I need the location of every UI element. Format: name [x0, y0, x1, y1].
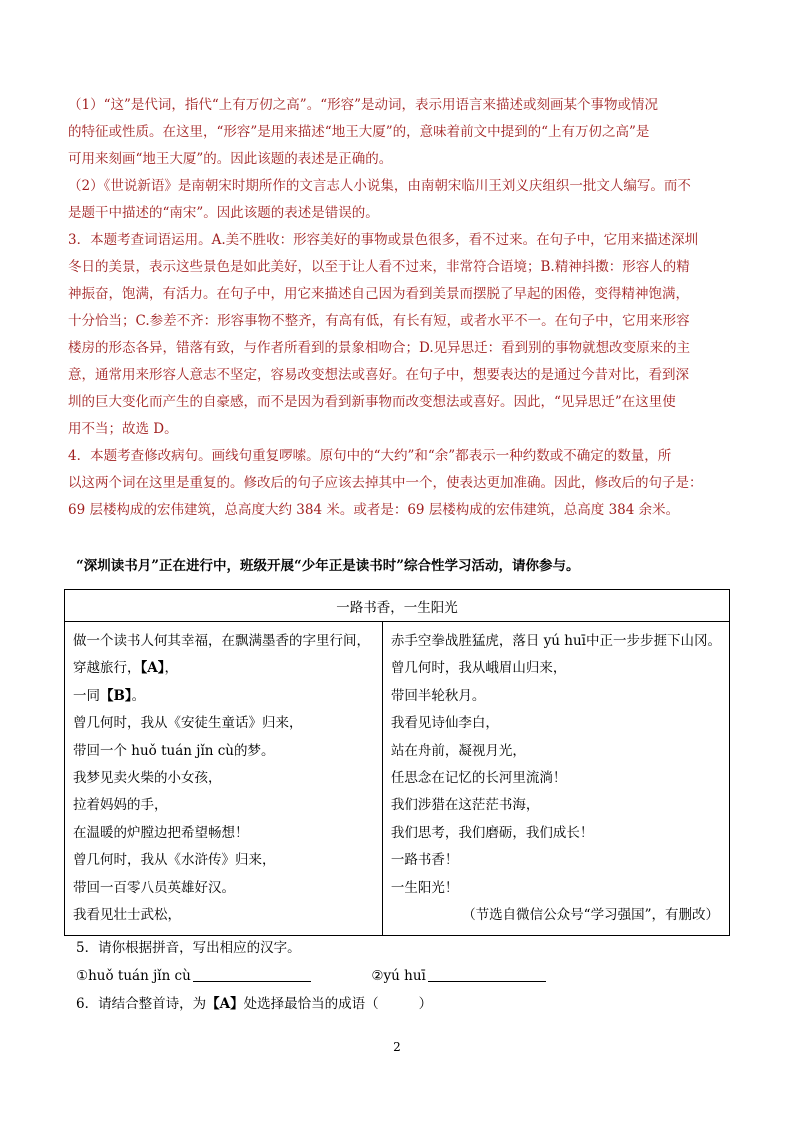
blank-b-marker: 【B】 — [100, 687, 132, 704]
poem-line: 在温暖的炉膛边把希望畅想！ — [73, 824, 249, 841]
text-line: （1）“这”是代词，指代“上有万仞之高”。“形容”是动词，表示用语言来描述或刻画某个事物或情况 — [68, 97, 658, 113]
comma: ， — [164, 660, 178, 677]
text-line: 楼房的形态各异，错落有致，与作者所看到的景象相吻合；D.见异思迁：看到别的事物就想改变原来的主 — [68, 340, 691, 356]
page-number: 2 — [393, 1040, 401, 1054]
poem-line: 带回一个 huǒ tuán jǐn cù的梦。 — [73, 742, 275, 759]
text-line: 以这两个词在这里是重复的。修改后的句子应该去掉其中一个，使表达更加准确。因此，修改后的句子是： — [68, 475, 703, 491]
question-5: 5．请你根据拼音，写出相应的汉字。 — [76, 940, 301, 956]
questions — [76, 934, 726, 1018]
poem-line: 曾几何时，我从峨眉山归来， — [390, 660, 567, 677]
text-line: 神振奋，饱满，有活力。在句子中，用它来描述自己因为看到美景而摆脱了早起的困倦，变得精神饱满， — [68, 286, 689, 302]
poem-line: 带回一百零八员英雄好汉。 — [73, 879, 235, 896]
period: 。 — [131, 687, 146, 704]
poem-line: 我们涉猎在这茫茫书海， — [390, 797, 540, 814]
answer-blank-b[interactable] — [428, 965, 546, 982]
answer-2-1 — [68, 92, 728, 173]
poem-line: 曾几何时，我从《安徒生童话》归来， — [73, 715, 303, 732]
question-5-blanks — [76, 962, 726, 990]
text-line: 可用来刻画“地王大厦”的。因此该题的表述是正确的。 — [68, 151, 393, 167]
poem-line — [73, 683, 374, 710]
poem-line: 我看见诗仙李白， — [390, 715, 499, 732]
text-line: 圳的巨大变化而产生的自豪感，而不是因为看到新事物而改变想法或喜好。因此，“见异思迁”在这里使 — [68, 394, 676, 410]
text-line: （2）《世说新语》是南朝宋时期所作的文言志人小说集，由南朝宋临川王刘义庆组织一批文人编写。而不 — [68, 178, 691, 194]
text-line: 是题干中描述的“南宋”。因此该题的表述是错误的。 — [68, 205, 379, 221]
text-line: 69 层楼构成的宏伟建筑，总高度大约 384 米。或者是：69 层楼构成的宏伟建筑，总高度 384 余米。 — [68, 502, 680, 518]
blank-a-marker: 【A】 — [206, 996, 244, 1012]
question-6-close: ） — [418, 996, 433, 1012]
answer-3 — [68, 227, 728, 443]
poem-right-column — [382, 622, 729, 936]
poem-line: 我梦见卖火柴的小女孩， — [73, 769, 222, 786]
poem-line: 曾几何时，我从《水浒传》归来， — [73, 852, 276, 869]
poem-title: 一路书香，一生阳光 — [65, 590, 730, 622]
answer-explanations — [68, 92, 728, 524]
poem-line: 一生阳光！ — [390, 879, 459, 896]
poem-line-text: 穿越旅行， — [73, 660, 141, 677]
question-6-text-end: 处选择最恰当的成语（ — [243, 996, 379, 1012]
text-line: 十分恰当；C.参差不齐：形容事物不整齐，有高有低，有长有短，或者水平不一。在句子中，它用来形容 — [68, 313, 690, 329]
poem-source: （节选自微信公众号“学习强国”，有删改） — [462, 906, 719, 923]
poem-line: 我们思考，我们磨砺，我们成长！ — [390, 824, 594, 841]
activity-prompt: “深圳读书月”正在进行中，班级开展“少年正是读书时”综合性学习活动，请你参与。 — [76, 558, 580, 574]
answer-2-2 — [68, 173, 728, 227]
blank-a-marker: 【A】 — [140, 660, 165, 677]
text-line: 冬日的美景，表示这些景色是如此美好，以至于让人看不过来，非常符合语境；B.精神抖擞：形容人的精 — [68, 259, 690, 275]
text-line: 4．本题考查修改病句。画线句重复啰嗦。原句中的“大约”和“余”都表示一种约数或不确定的数量，所 — [68, 448, 672, 464]
text-line: 的特征或性质。在这里，“形容”是用来描述“地王大厦”的，意味着前文中提到的“上有万仞之高”是 — [68, 124, 650, 140]
question-6-text-start: 6．请结合整首诗，为 — [76, 996, 207, 1012]
poem-line: 赤手空拳战胜猛虎，落日 yú huī中正一步步捱下山冈。 — [390, 633, 721, 649]
text-line: 3．本题考查词语运用。A.美不胜收：形容美好的事物或景色很多，看不过来。在句子中，它用来描述深圳 — [68, 232, 699, 248]
poem-line: 带回半轮秋月。 — [390, 687, 486, 704]
pinyin-b: ②yú huī — [371, 968, 426, 984]
poem-line: 站在舟前，凝视月光， — [390, 742, 526, 759]
poem-line: 一路书香！ — [390, 852, 459, 869]
text-line: 意，通常用来形容人意志不坚定，容易改变想法或喜好。在句子中，想要表达的是通过今昔对比，看到深 — [68, 367, 689, 383]
answer-4 — [68, 443, 728, 524]
question-6 — [76, 990, 726, 1018]
answer-blank-a[interactable] — [193, 965, 311, 982]
poem-line: 拉着妈妈的手， — [73, 797, 168, 814]
pinyin-a: ①huǒ tuán jǐn cù — [76, 968, 191, 984]
poem-line — [73, 655, 374, 682]
poem-table — [64, 589, 730, 936]
poem-line: 我看见壮士武松， — [73, 906, 181, 923]
poem-left-column — [65, 622, 383, 936]
poem-line-text: 一同 — [73, 687, 100, 704]
poem-line: 做一个读书人何其幸福，在飘满墨香的字里行间， — [73, 633, 370, 649]
text-line: 用不当；故选 D。 — [68, 421, 178, 437]
poem-line: 任思念在记忆的长河里流淌！ — [390, 769, 567, 786]
